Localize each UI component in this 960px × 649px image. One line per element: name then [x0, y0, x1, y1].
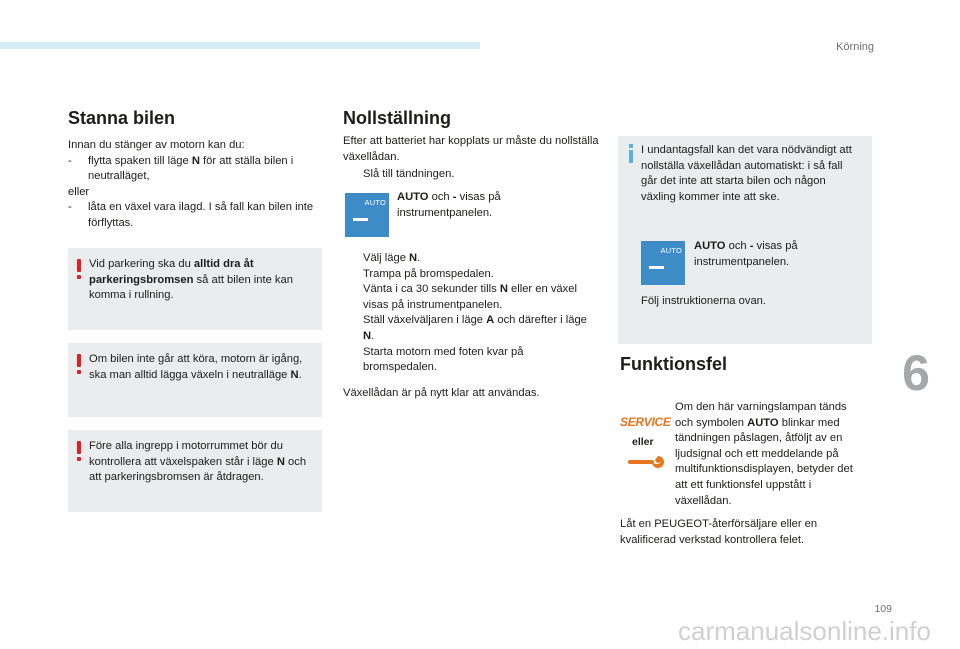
- arrow-bullet-icon: [343, 251, 363, 267]
- warning-icon: [77, 441, 81, 454]
- funktionsfel-outro: Låt en PEUGEOT-återförsäljare eller en kvalificerad verkstad kontrollera felet.: [620, 518, 818, 546]
- list-item: Välj läge N.: [343, 251, 599, 267]
- warning-text: Om bilen inte går att köra, motorn är igång, ska man alltid lägga växeln i neutralläge N.: [89, 353, 303, 381]
- list-item: Trampa på bromspedalen.: [343, 267, 599, 283]
- info-follow-text: Följ instruktionerna ovan.: [641, 295, 766, 307]
- warning-text: Vid parkering ska du alltid dra åt parkeringsbromsen så att bilen inte kan komma i rullning.: [89, 258, 293, 302]
- auto-warning-icon: AUTO: [345, 193, 389, 237]
- warning-icon: [77, 259, 81, 272]
- list-item: Starta motorn med foten kvar på bromspedalen.: [343, 345, 599, 376]
- section-label: Körning: [836, 41, 874, 53]
- warning-text: Före alla ingrepp i motorrummet bör du kontrollera att växelspaken står i läge N och att parkeringsbromsen är åtdragen.: [89, 440, 307, 484]
- arrow-bullet-icon: [343, 167, 363, 183]
- arrow-bullet-icon: [343, 345, 363, 376]
- auto-display-text: AUTO och - visas på instrumentpanelen.: [397, 191, 501, 219]
- page-number: 109: [874, 603, 892, 615]
- chapter-number: 6: [902, 345, 930, 401]
- info-text: I undantagsfall kan det vara nödvändigt att nollställa växellådan automatiskt: i så fall går det inte att starta bilen och någon växling kommer inte att ske.: [641, 144, 852, 203]
- list-item: - låta en växel vara ilagd. I så fall kan bilen inte förflyttas.: [68, 201, 314, 229]
- heading-nollstallning: Nollställning: [343, 108, 451, 128]
- heading-funktionsfel: Funktionsfel: [620, 354, 727, 374]
- info-icon: [629, 144, 633, 148]
- auto-warning-icon: AUTO: [641, 241, 685, 285]
- info-auto-display-text: AUTO och - visas på instrumentpanelen.: [694, 240, 798, 268]
- nollstallning-steps: [343, 251, 599, 376]
- warning-icon: [77, 354, 81, 367]
- list-item: - flytta spaken till läge N för att ställa bilen i neutralläget,: [68, 154, 294, 183]
- wrench-icon: [628, 452, 664, 472]
- arrow-bullet-icon: [343, 282, 363, 313]
- nollstallning-outro: Växellådan är på nytt klar att användas.: [343, 387, 540, 399]
- eller-label: eller: [632, 436, 654, 448]
- stanna-intro: Innan du stänger av motorn kan du:: [68, 139, 245, 151]
- warning-box-engine-bay: [68, 430, 322, 512]
- top-bar: [0, 42, 480, 49]
- arrow-bullet-icon: [343, 313, 363, 344]
- watermark: carmanualsonline.info: [678, 616, 931, 646]
- nollstallning-intro: Efter att batteriet har kopplats ur måste du nollställa växellådan.: [343, 135, 599, 163]
- list-item: Vänta i ca 30 sekunder tills N eller en växel visas på instrumentpanelen.: [343, 282, 599, 313]
- list-item: Ställ växelväljaren i läge A och därefter i läge N.: [343, 313, 599, 344]
- service-warning-icon: SERVICE: [620, 415, 671, 429]
- list-item: Slå till tändningen.: [343, 167, 599, 183]
- heading-stanna-bilen: Stanna bilen: [68, 108, 176, 128]
- funktionsfel-desc: Om den här varningslampan tänds och symbolen AUTO blinkar med tändningen påslagen, åtföljt av en ljudsignal och ett meddelande på multifunktionsdisplayen, betyder det att ett funktionsfel uppstått i växellådan.: [675, 401, 853, 507]
- stanna-or: eller: [68, 185, 90, 198]
- stanna-text: [68, 138, 322, 232]
- arrow-bullet-icon: [343, 267, 363, 283]
- warning-box-neutral: [68, 343, 322, 417]
- warning-box-parking: [68, 248, 322, 330]
